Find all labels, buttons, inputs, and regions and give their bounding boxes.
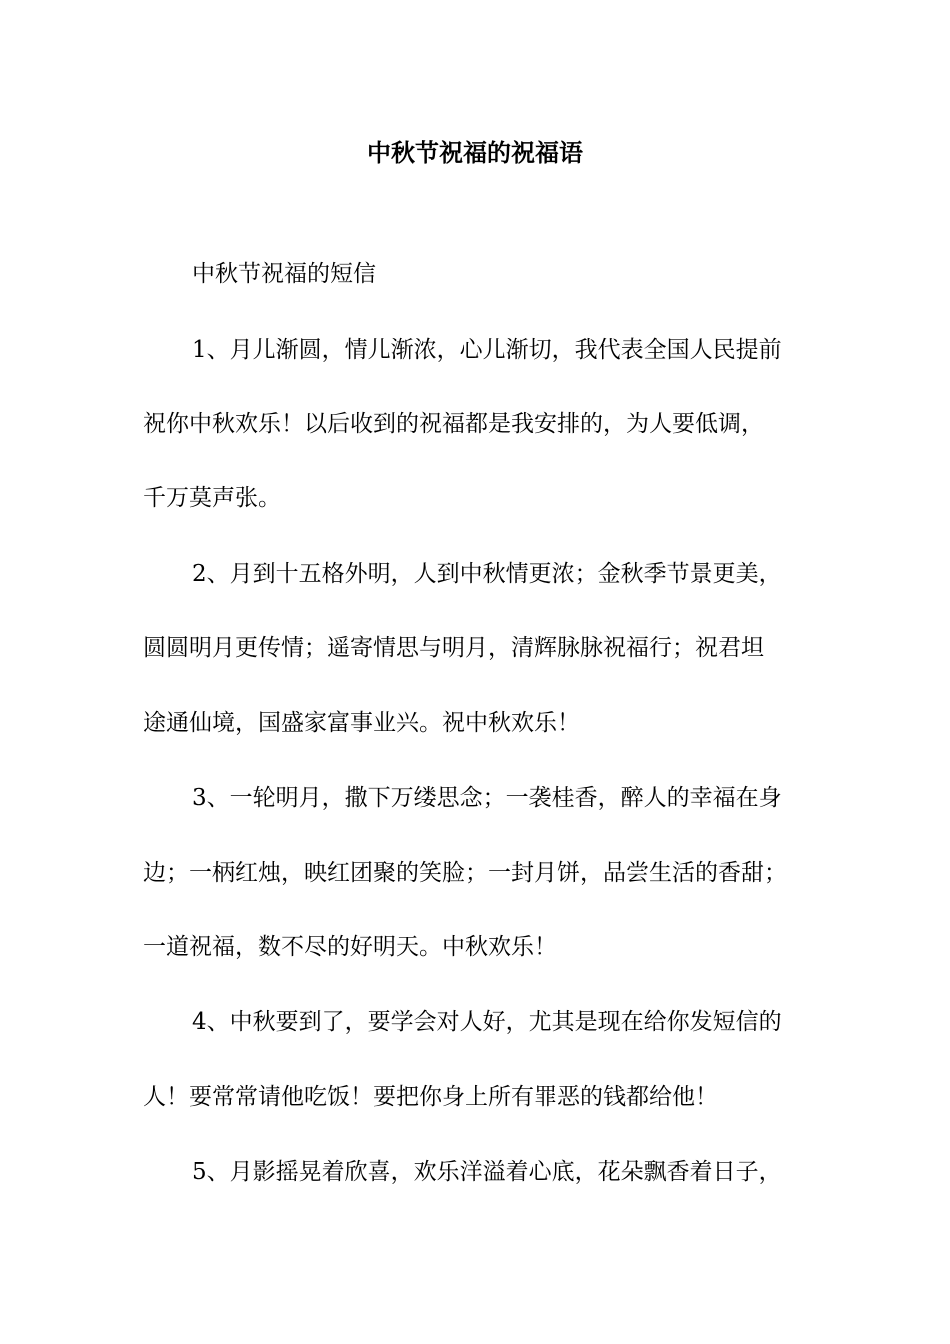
section-heading: 中秋节祝福的短信 — [192, 261, 376, 287]
paragraph-line: 4、中秋要到了，要学会对人好，尤其是现在给你发短信的 — [192, 1009, 782, 1035]
paragraph-line: 千万莫声张。 — [143, 485, 281, 511]
paragraph-line: 3、一轮明月，撒下万缕思念；一袭桂香，醉人的幸福在身 — [192, 785, 782, 811]
paragraph-line: 圆圆明月更传情；遥寄情思与明月，清辉脉脉祝福行；祝君坦 — [143, 635, 764, 661]
paragraph-line: 一道祝福，数不尽的好明天。中秋欢乐！ — [143, 934, 557, 960]
document-title: 中秋节祝福的祝福语 — [367, 138, 583, 167]
paragraph-line: 人！要常常请他吃饭！要把你身上所有罪恶的钱都给他！ — [143, 1084, 718, 1110]
paragraph-line: 祝你中秋欢乐！以后收到的祝福都是我安排的，为人要低调， — [143, 411, 764, 437]
paragraph-line: 途通仙境，国盛家富事业兴。祝中秋欢乐！ — [143, 710, 580, 736]
paragraph-line: 1、月儿渐圆，情儿渐浓，心儿渐切，我代表全国人民提前 — [192, 337, 782, 363]
paragraph-line: 边；一柄红烛，映红团聚的笑脸；一封月饼，品尝生活的香甜； — [143, 860, 787, 886]
paragraph-line: 2、月到十五格外明，人到中秋情更浓；金秋季节景更美， — [192, 561, 782, 587]
paragraph-line: 5、月影摇晃着欣喜，欢乐洋溢着心底，花朵飘香着日子， — [192, 1159, 782, 1185]
